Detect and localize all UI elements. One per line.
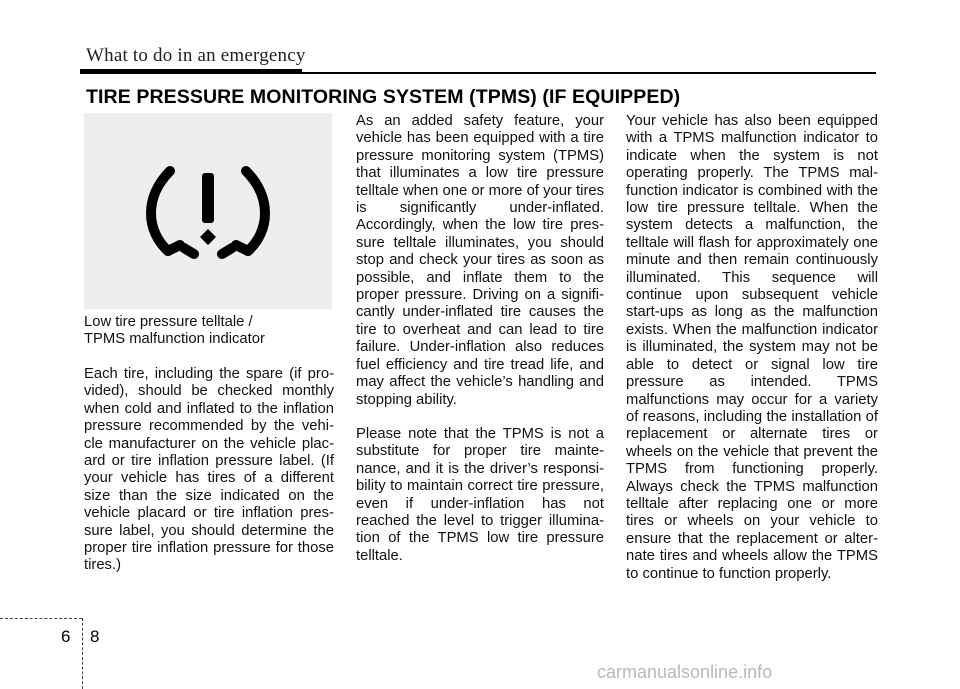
column-1 <box>84 366 334 592</box>
section-heading: TIRE PRESSURE MONITORING SYSTEM (TPMS) (IF EQUIPPED) <box>86 86 681 108</box>
header-rule-thick <box>80 69 302 74</box>
figure-panel <box>84 113 332 309</box>
page-number: 8 <box>90 627 100 646</box>
watermark: carmanualsonline.info <box>597 662 773 682</box>
header-rule-thin <box>302 72 876 74</box>
paragraph-tpms-malfunction: Your vehicle has also been equipped with a TPMS malfunction indicator to indicate when the system is not operating properly. The TPMS malfunction indicator is combined with the low tire pressure telltale. When the system detects a malfunction, the telltale will flash for approximately one minute and then remain continuously illuminated. This sequence will continue upon subsequent vehicle start-ups as long as the malfunction exists. When the malfunction indicator is illuminated, the system may not be able to detect or signal low tire pressure as intended. TPMS malfunctions may occur for a variety of reasons, including the installation of replacement or alternate tires or wheels on the vehicle that prevent the TPMS from functioning properly. Always check the TPMS malfunction telltale after replacing one or more tires or wheels on your vehicle to ensure that the replacement or alternate tires and wheels allow the TPMS to continue to function properly. <box>626 113 878 582</box>
paragraph-tpms-feature: As an added safety feature, your vehicle has been equipped with a tire pressure monitoring system (TPMS) that illuminates a low tire pressure telltale when one or more of your tires is significantly under-inflated. Accordingly, when the low tire pressure telltale illuminates, you should stop and check your tires as soon as possible, and inflate them to the proper pressure. Driving on a significantly under-inflated tire causes the tire to overheat and can lead to tire failure. Under-inflation also reduces fuel efficiency and tire tread life, and may affect the vehicle’s handling and stopping ability. <box>356 113 604 408</box>
tire-pressure-warning-icon <box>84 113 332 309</box>
column-2 <box>356 113 604 582</box>
caption-line-1: Low tire pressure telltale / <box>84 314 253 330</box>
running-header: What to do in an emergency <box>86 45 306 66</box>
figure-caption <box>84 314 334 349</box>
footer-rule-vertical <box>82 618 83 689</box>
column-3 <box>626 113 878 600</box>
paragraph-tpms-not-substitute: Please note that the TPMS is not a substitute for proper tire maintenance, and it is the driver’s responsibility to maintain correct tire pressure, even if under-inflation has not reached the level to trigger illumination of the TPMS low tire pressure telltale. <box>356 425 604 564</box>
chapter-number: 6 <box>61 627 71 646</box>
caption-line-2: TPMS malfunction indicator <box>84 331 265 348</box>
footer-rule-horizontal <box>0 618 82 619</box>
paragraph-spare-tire-check: Each tire, including the spare (if provided), should be checked monthly when cold and inflated to the inflation pressure recommended by the vehicle manufacturer on the vehicle placard or tire inflation pressure label. (If your vehicle has tires of a different size than the size indicated on the vehicle placard or tire inflation pressure label, you should determine the proper tire inflation pressure for those tires.) <box>84 366 334 574</box>
